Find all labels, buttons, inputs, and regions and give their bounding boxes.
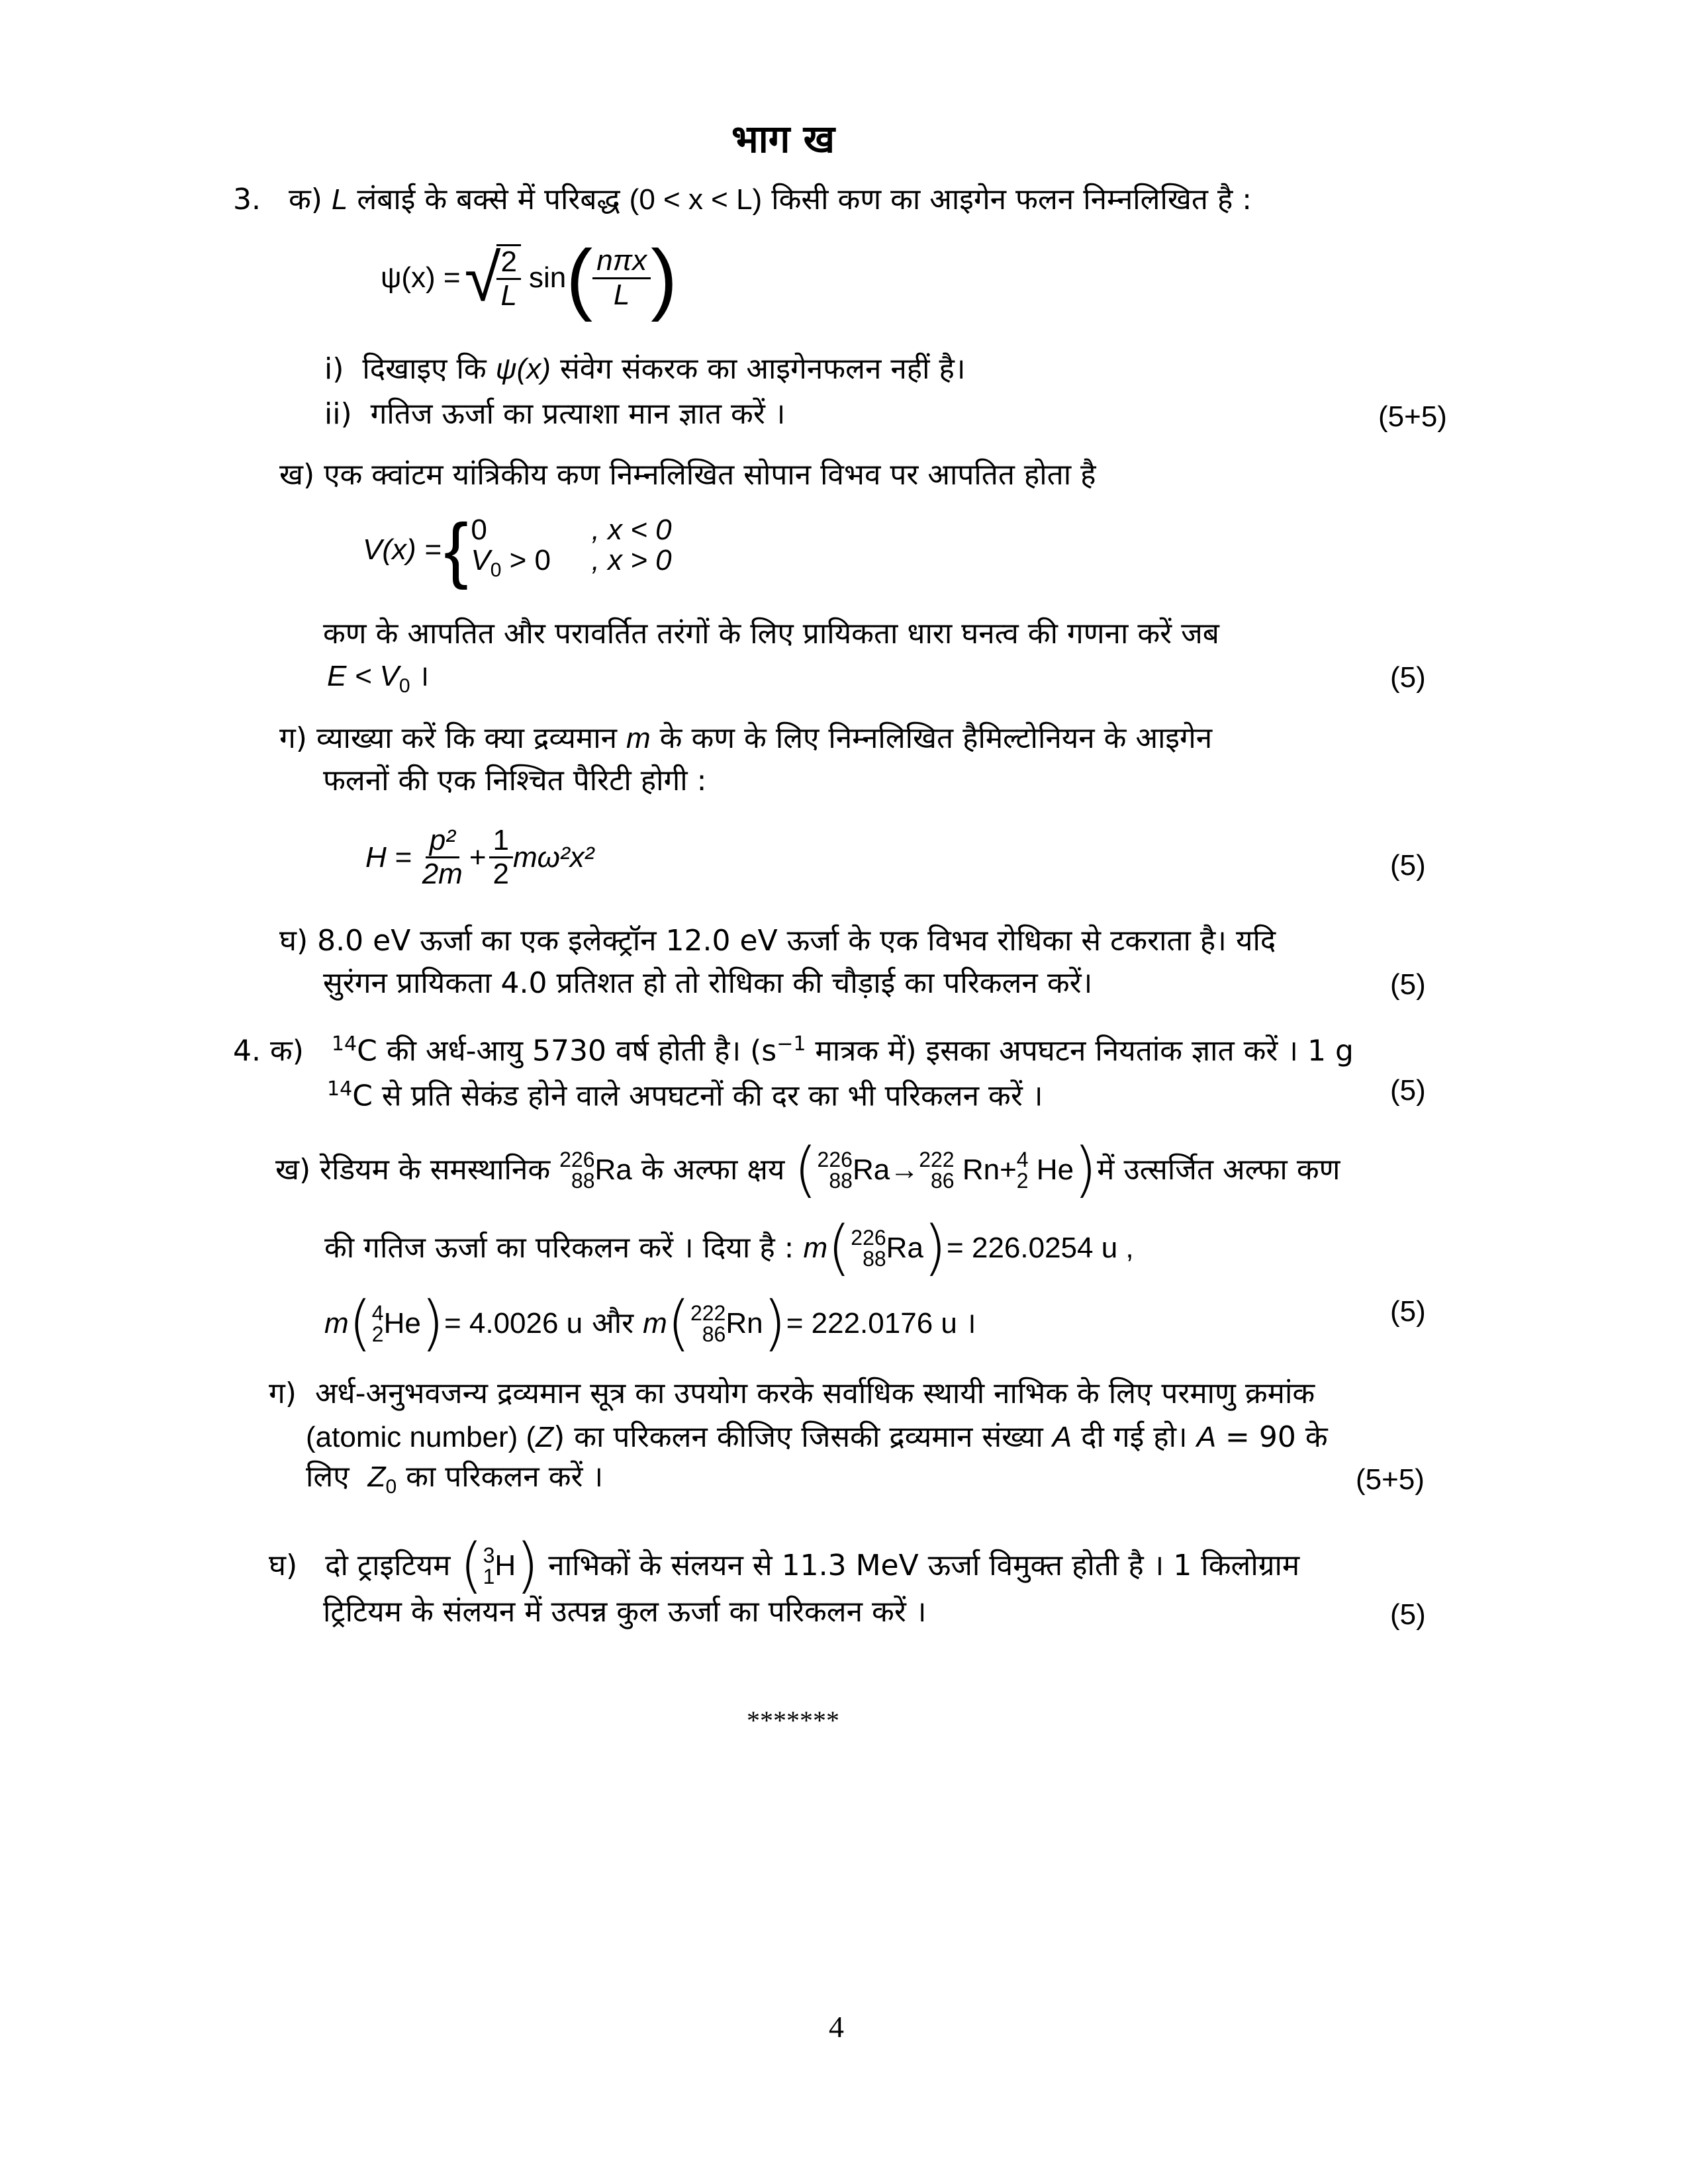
reaction-rn-a: 222 [919, 1148, 955, 1171]
psi-arg-num: nπx [592, 245, 651, 279]
end-mark: ******* [747, 1706, 839, 1735]
rn-mass-z: 86 [702, 1322, 726, 1346]
q3-number: 3. [233, 183, 261, 216]
ra-mass-number: 226 [559, 1148, 595, 1171]
ra-mass-a: 226 [851, 1226, 886, 1250]
q3-ab-marks: (5+5) [1378, 400, 1447, 433]
ra-atomic-number: 88 [571, 1169, 595, 1193]
q3-a-range: (0 < x < L) [629, 183, 763, 216]
q4-d-line1: घ) दो ट्राइटियम ( 3 1 H ) नाभिकों के संलयन से 11.3 MeV ऊर्जा विमुक्त होती है । 1 किलोग्राम [269, 1531, 1300, 1600]
v-lhs: V(x) = [363, 533, 442, 566]
q4-c-line3 [306, 1457, 603, 1507]
q4-c-text2a: (atomic number) ( [306, 1421, 536, 1453]
psi-frac-den: L [500, 279, 517, 312]
q3-d-line1 [279, 921, 1276, 961]
q4-b-marks: (5) [1390, 1295, 1426, 1328]
q3-c-label: ग) [279, 721, 307, 755]
q3-c-text2: के कण के लिए निम्नलिखित हैमिल्टोनियन के आइगेन [659, 721, 1213, 755]
h-frac-half-num: 1 [489, 825, 513, 858]
q3-b-label: ख) [279, 458, 315, 492]
step-potential: V(x) = { 0 , x < 0 $V_0 > 0$ , x > 0 [363, 509, 672, 590]
rn-mass-sym: Rn [726, 1307, 763, 1340]
q4-d-text1a: दो ट्राइटियम [325, 1549, 451, 1582]
reaction-ra-sym: Ra [852, 1154, 890, 1186]
q3-ii-label: ii) [324, 397, 352, 431]
q3-ii-text: गतिज ऊर्जा का प्रत्याशा मान ज्ञात करें । [370, 397, 786, 431]
q4-c-text3b: का परिकलन करें । [406, 1460, 604, 1494]
q3-b-cond-end: । [410, 660, 430, 692]
q4-c-line2 [306, 1418, 1328, 1457]
rn-mass-a: 222 [690, 1301, 726, 1325]
reaction-ra-a: 226 [817, 1148, 853, 1171]
q3-ii-line [324, 394, 785, 434]
q4-c-marks: (5+5) [1356, 1463, 1425, 1496]
reaction-rn-sym: Rn [962, 1154, 1000, 1186]
q4-b-line1: ख) रेडियम के समस्थानिक 226 88 Ra के अल्फा क्षय ( 226 88 Ra → 222 86 Rn + 4 2 He ) में उत्सर्जित अल्फा कण [275, 1135, 1340, 1205]
q3-b-marks: (5) [1390, 661, 1426, 694]
reaction-ra [818, 1149, 890, 1191]
h-plus: + [469, 841, 487, 874]
q4-a-sup: 14 [331, 1032, 357, 1056]
q3-b-cond-sub: 0 [399, 674, 410, 697]
he-m: m [324, 1307, 349, 1340]
q4-c-Z0-sub: 0 [385, 1475, 397, 1498]
rn-mass-nuclide [690, 1302, 763, 1345]
rn-mass-value: = 222.0176 u । [786, 1307, 976, 1340]
he-mass-sym: He [383, 1307, 421, 1340]
q3-b-cond-expr: E < V [327, 660, 399, 692]
q3-d-text1: 8.0 eV ऊर्जा का एक इलेक्ट्रॉन 12.0 eV ऊर्जा के एक विभव रोधिका से टकराता है। यदि [317, 924, 1276, 958]
q4-c-Z: Z [536, 1421, 554, 1453]
q3-a-label: क) [288, 183, 322, 216]
q4-b-text3: में उत्सर्जित अल्फा कण [1097, 1153, 1340, 1187]
psi-arg-den: L [613, 278, 630, 311]
q4-b-text1: रेडियम के समस्थानिक [320, 1153, 551, 1187]
psi-equation: ψ(x) = √ $\frac{2}{L}$ sin ( $\frac{\text{nπx}}{L}$ ) [381, 234, 678, 322]
q3-i-psi: ψ(x) [495, 353, 551, 385]
h3-a: 3 [483, 1543, 495, 1567]
q3-i-label: i) [324, 352, 344, 386]
q4-c-text2c: दी गई हो। [1081, 1420, 1188, 1454]
ra-nuclide [559, 1149, 632, 1191]
he-mass-a: 4 [371, 1301, 384, 1325]
reaction-arrow: → [890, 1154, 919, 1186]
q4-c-A: A [1052, 1421, 1072, 1453]
q3-b-text2: कण के आपतित और परावर्तित तरंगों के लिए प्रायिकता धारा घनत्व की गणना करें जब [323, 617, 1219, 651]
q3-c-marks: (5) [1390, 849, 1426, 882]
q4-c-text2b: ) का परिकलन कीजिए जिसकी द्रव्यमान संख्या [553, 1420, 1043, 1454]
reaction-he-z: 2 [1016, 1169, 1029, 1193]
hamiltonian [365, 825, 594, 891]
q3-d-line2: सुरंगन प्रायिकता 4.0 प्रतिशत हो तो रोधिका की चौड़ाई का परिकलन करें। [323, 966, 1093, 1000]
v-row2-sub: 0 [490, 559, 502, 581]
h-frac-half-den: 2 [492, 858, 510, 891]
q4-d-line2: ट्रिटियम के संलयन में उत्पन्न कुल ऊर्जा का परिकलन करें । [323, 1595, 927, 1629]
h-frac-p-den: 2m [422, 858, 463, 891]
q4-a-sup3: 14 [327, 1077, 353, 1101]
q4-c-text3a: लिए [306, 1460, 350, 1494]
rn-m: m [643, 1307, 667, 1340]
q3-c-line2: फलनों की एक निश्चित पैरिटी होगी : [323, 764, 707, 797]
q4-a-line1 [233, 1024, 1354, 1071]
h3-nuclide [483, 1545, 516, 1587]
q4-c-A2: A [1196, 1421, 1217, 1453]
aur: और [592, 1306, 634, 1340]
reaction-rn-z: 86 [930, 1169, 955, 1193]
he-mass-nuclide [372, 1302, 421, 1345]
q3-a-L: L [331, 183, 348, 216]
q4-c-label: ग) [269, 1377, 297, 1410]
q3-a-line [233, 180, 1252, 220]
ra-mass-value: = 226.0254 u , [947, 1232, 1134, 1264]
q4-a-sup2: −1 [776, 1032, 806, 1056]
q4-b-label: ख) [275, 1153, 311, 1187]
v-row1-val: 0 [471, 513, 487, 546]
h-frac-p-num: p² [426, 825, 459, 858]
q3-c-text1: व्याख्या करें कि क्या द्रव्यमान [316, 721, 618, 755]
q3-i-text2: संवेग संकरक का आइगेनफलन नहीं है। [559, 352, 966, 386]
reaction-rn [919, 1149, 1000, 1191]
q3-c-m: m [626, 722, 651, 754]
q4-d-text1b: नाभिकों के संलयन से 11.3 MeV ऊर्जा विमुक्त होती है । 1 किलोग्राम [548, 1549, 1300, 1582]
q3-b-cond [327, 657, 429, 706]
q4-b-text4: की गतिज ऊर्जा का परिकलन करें । दिया है : [324, 1231, 794, 1265]
h3-z: 1 [483, 1565, 495, 1588]
h3-sym: H [494, 1549, 516, 1582]
q3-a-text: लंबाई के बक्से में परिबद्ध [357, 183, 620, 216]
q3-b-line [279, 455, 1096, 495]
psi-sin: sin [528, 261, 567, 294]
psi-arg-frac [592, 245, 651, 311]
q4-c-text1: अर्ध-अनुभवजन्य द्रव्यमान सूत्र का उपयोग करके सर्वाधिक स्थायी नाभिक के लिए परमाणु क्रमांक [314, 1377, 1315, 1410]
ra-m: m [803, 1232, 828, 1264]
reaction-plus: + [1000, 1154, 1017, 1186]
q4-a-text2: मात्रक में) इसका अपघटन नियतांक ज्ञात करें । 1 g [806, 1034, 1354, 1068]
q4-b-line3: m ( 4 2 He ) = 4.0026 u और m ( 222 86 Rn ) = 222.0176 u । [324, 1289, 976, 1358]
q4-b-text2: के अल्फा क्षय [641, 1153, 785, 1187]
psi-frac-num: 2 [496, 246, 520, 280]
q3-i-line [324, 349, 966, 389]
reaction-ra-z: 88 [829, 1169, 853, 1193]
h-lhs: H = [365, 841, 412, 874]
q3-d-label: घ) [279, 924, 308, 958]
ra-mass-z: 88 [863, 1247, 886, 1271]
he-mass-z: 2 [371, 1322, 384, 1346]
v-row2-val: V [471, 543, 491, 576]
q4-c-line1 [269, 1374, 1315, 1414]
q3-i-text: दिखाइए कि [362, 352, 487, 386]
q4-a-label: क) [269, 1034, 304, 1068]
ra-mass-nuclide [851, 1227, 923, 1269]
q3-a-text2: किसी कण का आइगेन फलन निम्नलिखित है : [771, 183, 1252, 216]
q3-d-marks: (5) [1390, 968, 1426, 1001]
q4-d-label: घ) [269, 1549, 298, 1582]
q4-b-line2: की गतिज ऊर्जा का परिकलन करें । दिया है : m ( 226 88 Ra ) = 226.0254 u , [324, 1213, 1134, 1283]
psi-sqrt-frac [496, 244, 520, 312]
reaction-he-sym: He [1036, 1154, 1074, 1186]
q3-b-text: एक क्वांटम यांत्रिकीय कण निम्नलिखित सोपान विभव पर आपतित होता है [324, 458, 1096, 492]
q4-c-Z0: Z [367, 1461, 386, 1493]
psi-lhs: ψ(x) = [381, 261, 461, 294]
q4-a-marks: (5) [1390, 1074, 1426, 1107]
q4-a-text3: C से प्रति सेकंड होने वाले अपघटनों की दर का भी परिकलन करें । [352, 1079, 1043, 1113]
ra-symbol: Ra [594, 1154, 632, 1186]
q4-number: 4. [233, 1034, 261, 1068]
v-row1-cond: , x < 0 [591, 513, 672, 546]
h-frac-p [418, 825, 467, 891]
v-row2-cond: , x > 0 [591, 543, 672, 576]
ra-mass-sym: Ra [886, 1232, 923, 1264]
q4-a-line2 [327, 1069, 1043, 1116]
q4-a-text1: C की अर्ध-आयु 5730 वर्ष होती है। (s [357, 1034, 777, 1068]
reaction-he-a: 4 [1016, 1148, 1029, 1171]
reaction-he [1017, 1149, 1074, 1191]
q4-c-text2d: = 90 के [1225, 1420, 1328, 1454]
h-rest: mω²x² [513, 841, 594, 874]
v-row2-rest: > 0 [501, 543, 551, 576]
q3-c-line1 [279, 719, 1212, 758]
he-mass-value: = 4.0026 u [444, 1307, 583, 1340]
part-title: भाग ख [731, 116, 835, 161]
q4-d-marks: (5) [1390, 1598, 1426, 1631]
h-frac-half [489, 825, 513, 891]
page-number: 4 [829, 2010, 844, 2044]
